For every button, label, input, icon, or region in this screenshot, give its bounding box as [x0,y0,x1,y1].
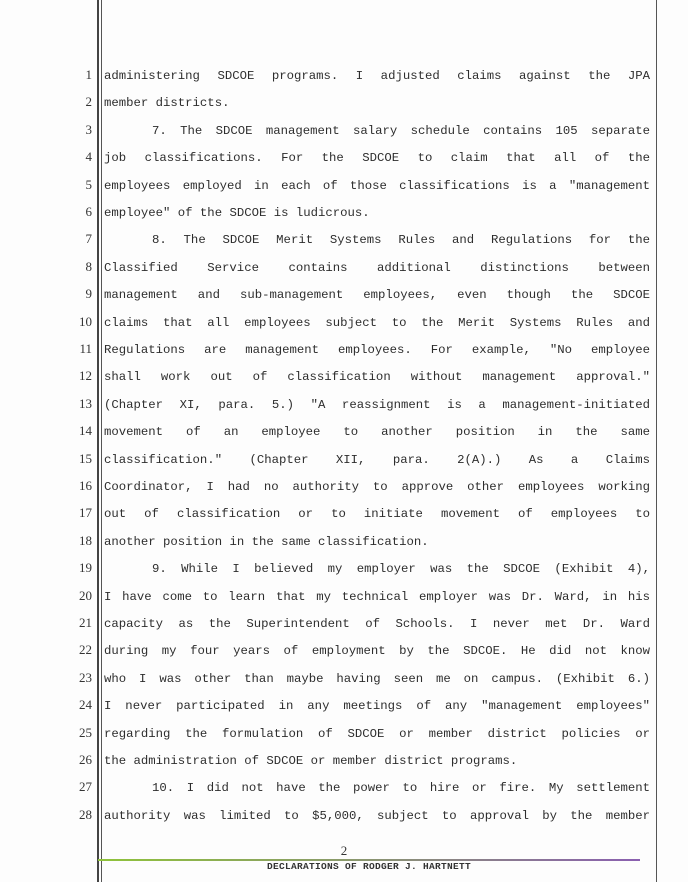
line-number: 5 [85,176,92,192]
text-line: management and sub-management employees, even though the SDCOE [104,288,650,303]
text-line: another position in the same classification. [104,534,429,549]
text-line: 8. The SDCOE Merit Systems Rules and Regulations for the [152,233,650,248]
line-number: 25 [79,724,92,740]
text-line: I never participated in any meetings of any "management employees" [104,699,650,714]
text-line: capacity as the Superintendent of Schools. I never met Dr. Ward [104,617,650,631]
text-line: job classifications. For the SDCOE to claim that all of the [104,151,650,166]
text-line: Regulations are management employees. For example, "No employee [104,343,650,357]
text-line: regarding the formulation of SDCOE or member district policies or [104,726,650,741]
line-number: 2 [85,94,92,110]
line-number: 28 [79,806,92,822]
text-line: who I was other than maybe having seen me on campus. (Exhibit 6.) [104,671,650,686]
text-line: member districts. [104,96,230,111]
left-margin-rule-inner [101,0,102,882]
text-line: out of classification or to initiate movement of employees to [104,507,650,522]
text-line: 9. While I believed my employer was the SDCOE (Exhibit 4), [152,562,650,577]
line-number: 3 [85,121,92,137]
line-number: 23 [79,669,92,685]
text-line: employee" of the SDCOE is ludicrous. [104,206,370,220]
text-line: Coordinator, I had no authority to approve other employees working [104,480,650,494]
text-line: I have come to learn that my technical employer was Dr. Ward, in his [104,589,650,604]
line-number: 27 [79,779,92,795]
line-number: 20 [79,587,92,603]
text-line: 10. I did not have the power to hire or fire. My settlement [152,781,650,796]
line-number: 14 [79,423,92,439]
line-number: 26 [79,752,92,767]
right-margin-rule [656,0,657,882]
text-line: (Chapter XI, para. 5.) "A reassignment is a management-initiated [104,397,650,412]
line-number: 21 [79,615,92,630]
text-line: claims that all employees subject to the Merit Systems Rules and [104,315,650,330]
page-number: 2 [340,843,348,858]
footer-document-title: DECLARATIONS OF RODGER J. HARTNETT [266,861,472,872]
line-number: 19 [79,560,92,576]
line-number: 4 [85,149,92,165]
line-number: 12 [79,368,92,384]
line-number: 18 [79,532,92,548]
line-number: 15 [79,450,92,466]
line-number: 11 [79,341,92,356]
text-line: administering SDCOE programs. I adjusted claims against the JPA [104,69,650,83]
text-line: 7. The SDCOE management salary schedule contains 105 separate [152,123,650,138]
line-number: 7 [85,231,92,247]
line-number: 1 [85,67,92,82]
line-number: 6 [85,204,92,219]
text-line: movement of an employee to another position in the same [104,425,650,440]
text-line: Classified Service contains additional distinctions between [104,260,650,275]
line-number: 8 [85,258,92,274]
left-margin-rule-outer [97,0,99,882]
line-number: 24 [79,697,92,713]
line-number: 13 [79,395,92,411]
line-number: 17 [79,505,92,521]
text-line: classification." (Chapter XII, para. 2(A).) As a Claims [104,452,650,467]
line-number: 16 [79,478,92,493]
line-number: 22 [79,642,92,658]
text-line: shall work out of classification without management approval." [104,370,650,385]
line-number: 10 [79,313,92,329]
line-number: 9 [85,286,92,302]
text-line: the administration of SDCOE or member district programs. [104,754,518,768]
text-line: employees employed in each of those classifications is a "management [104,178,650,193]
text-line: during my four years of employment by the SDCOE. He did not know [104,644,650,659]
text-line: authority was limited to $5,000, subject to approval by the member [104,808,650,823]
